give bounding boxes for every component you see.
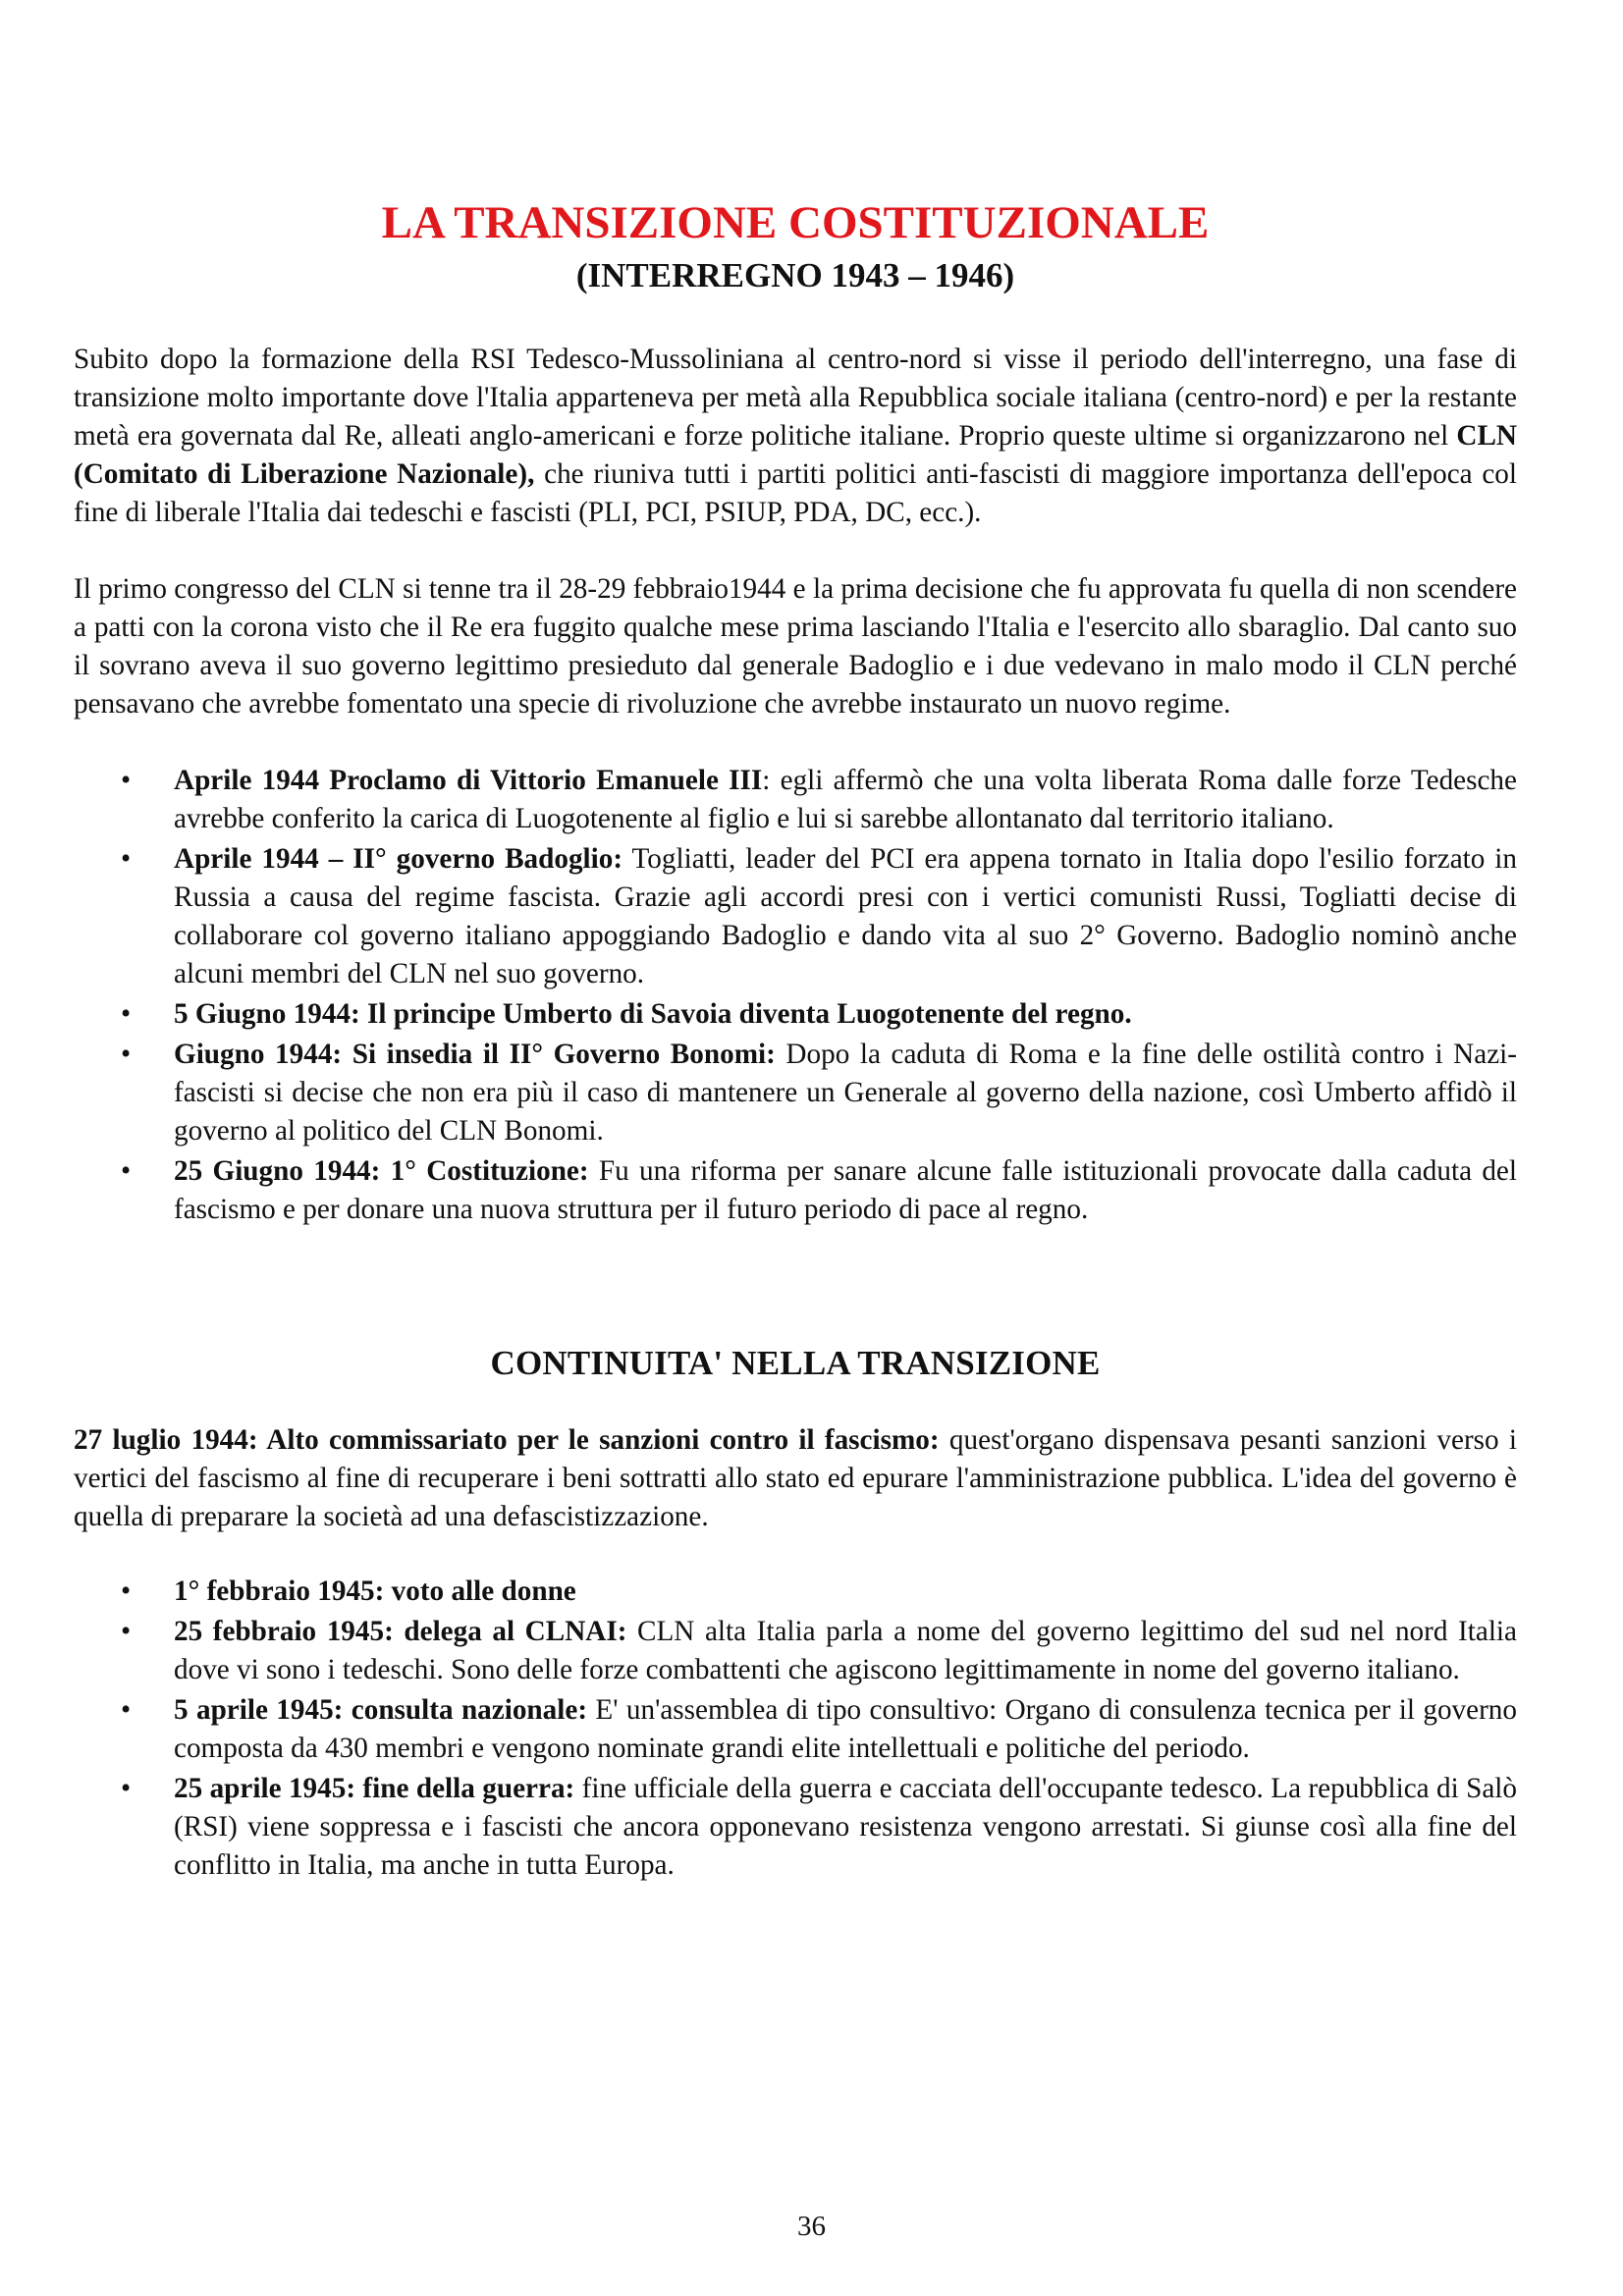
- section-heading: CONTINUITA' NELLA TRANSIZIONE: [490, 1344, 1101, 1382]
- paragraph-interregno: [74, 341, 1517, 532]
- paragraph-bold: CLN (Comitato di Liberazione Nazionale),: [74, 420, 1517, 490]
- list-item-bold: 25 aprile 1945: fine della guerra:: [174, 1773, 575, 1804]
- page-subtitle: (INTERREGNO 1943 – 1946): [575, 256, 1015, 294]
- page-title: LA TRANSIZIONE COSTITUZIONALE: [381, 197, 1210, 248]
- list-item-text: fine ufficiale della guerra e cacciata dell'occupante tedesco. La repubblica di Salò (RSI) viene soppressa e i fascisti che ancora opponevano resistenza vengono arrestati. Si giunse così alla fine del conflitto in Italia, ma anche in tutta Europa.: [174, 1773, 1517, 1881]
- list-item: [74, 1613, 1517, 1689]
- list-item-bold: 25 febbraio 1945: delega al CLNAI:: [174, 1616, 627, 1647]
- bullet-icon: •: [121, 1039, 132, 1070]
- list-item-bold: Giugno 1944: Si insedia il II° Governo Bonomi:: [174, 1039, 776, 1070]
- list-item: [74, 1770, 1517, 1885]
- paragraph-bold: 27 luglio 1944: Alto commissariato per le sanzioni contro il fascismo:: [74, 1424, 940, 1456]
- list-item-text: : egli affermò che una volta liberata Roma dalle forze Tedesche avrebbe conferito la carica di Luogotenente al figlio e lui si sarebbe allontanato dal territorio italiano.: [174, 765, 1517, 834]
- bullet-icon: •: [121, 765, 132, 796]
- page-number: 36: [797, 2211, 826, 2242]
- paragraph-cln-congress: Il primo congresso del CLN si tenne tra il 28-29 febbraio1944 e la prima decisione che fu approvata fu quella di non scendere a patti con la corona visto che il Re era fuggito qualche mese prima lasciando l'Italia e l'esercito allo sbaraglio. Dal canto suo il sovrano aveva il suo governo legittimo presieduto dal generale Badoglio e i due vedevano in malo modo il CLN perché pensavano che avrebbe fomentato una specie di rivoluzione che avrebbe instaurato un nuovo regime.: [74, 573, 1517, 720]
- bullet-icon: •: [121, 1575, 132, 1607]
- bullet-icon: •: [121, 1773, 132, 1804]
- list-item-bold: 1° febbraio 1945: voto alle donne: [174, 1575, 576, 1607]
- list-item-bold: 25 Giugno 1944: 1° Costituzione:: [174, 1155, 589, 1187]
- list-item-text: Togliatti, leader del PCI era appena tornato in Italia dopo l'esilio forzato in Russia a causa del regime fascista. Grazie agli accordi presi con i vertici comunisti Russi, Togliatti decise di collaborare col governo italiano appoggiando Badoglio e dando vita al suo 2° Governo. Badoglio nominò anche alcuni membri del CLN nel suo governo.: [174, 843, 1517, 989]
- list-item: [74, 1036, 1517, 1150]
- paragraph-text: che riuniva tutti i partiti politici anti-fascisti di maggiore importanza dell'epoca col fine di liberale l'Italia dai tedeschi e fascisti (PLI, PCI, PSIUP, PDA, DC, ecc.).: [74, 458, 1517, 528]
- events-list-1945: [74, 1573, 1517, 1885]
- list-item-bold: Aprile 1944 Proclamo di Vittorio Emanuele III: [174, 765, 763, 796]
- bullet-icon: •: [121, 1616, 132, 1647]
- list-item-text: Dopo la caduta di Roma e la fine delle ostilità contro i Nazi-fascisti si decise che non era più il caso di mantenere un Generale al governo della nazione, così Umberto affidò il governo al politico del CLN Bonomi.: [174, 1039, 1517, 1147]
- list-item-bold: 5 aprile 1945: consulta nazionale:: [174, 1694, 588, 1726]
- bullet-icon: •: [121, 1155, 132, 1187]
- list-item-bold: Aprile 1944 – II° governo Badoglio:: [174, 843, 623, 875]
- events-list-1944: [74, 762, 1517, 1229]
- bullet-icon: •: [121, 843, 132, 875]
- list-item: [74, 1573, 1517, 1611]
- bullet-icon: •: [121, 1694, 132, 1726]
- list-item: [74, 995, 1517, 1034]
- list-item-text: CLN alta Italia parla a nome del governo legittimo del sud nel nord Italia dove vi sono i tedeschi. Sono delle forze combattenti che agiscono legittimamente in nome del governo italiano.: [174, 1616, 1517, 1685]
- paragraph-alto-commissariato: [74, 1421, 1517, 1536]
- paragraph-text: quest'organo dispensava pesanti sanzioni verso i vertici del fascismo al fine di recuperare i beni sottratti allo stato ed epurare l'amministrazione pubblica. L'idea del governo è quella di preparare la società ad una defascistizzazione.: [74, 1424, 1518, 1532]
- list-item-text: Fu una riforma per sanare alcune falle istituzionali provocate dalla caduta del fascismo e per donare una nuova struttura per il futuro periodo di pace al regno.: [174, 1155, 1517, 1225]
- list-item: [74, 840, 1517, 993]
- paragraph-text: Subito dopo la formazione della RSI Tedesco-Mussoliniana al centro-nord si visse il periodo dell'interregno, una fase di transizione molto importante dove l'Italia apparteneva per metà alla Repubblica sociale italiana (centro-nord) e per la restante metà era governata dal Re, alleati anglo-americani e forze politiche italiane. Proprio queste ultime si organizzarono nel: [74, 344, 1517, 452]
- list-item-bold: 5 Giugno 1944: Il principe Umberto di Savoia diventa Luogotenente del regno.: [174, 998, 1132, 1030]
- list-item: [74, 1691, 1517, 1768]
- list-item-text: E' un'assemblea di tipo consultivo: Organo di consulenza tecnica per il governo composta da 430 membri e vengono nominate grandi elite intellettuali e politiche del periodo.: [174, 1694, 1517, 1764]
- page-content: [74, 0, 1517, 1887]
- list-item: [74, 1152, 1517, 1229]
- list-item: [74, 762, 1517, 838]
- bullet-icon: •: [121, 998, 132, 1030]
